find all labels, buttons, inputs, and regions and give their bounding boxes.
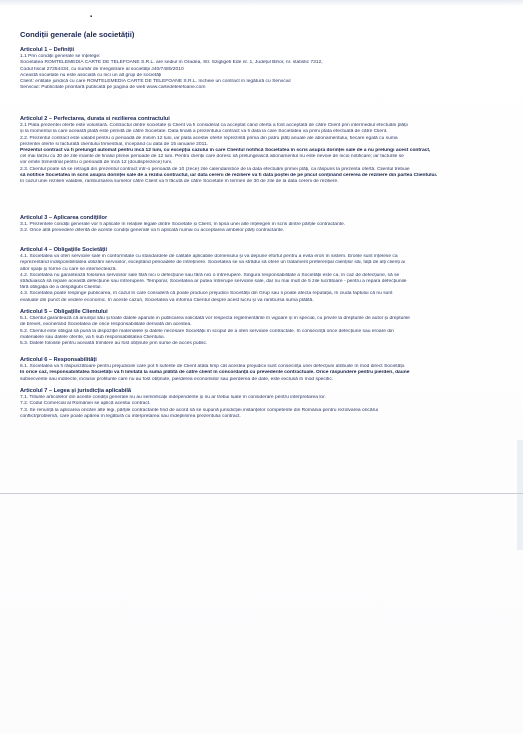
scan-right-margin (517, 440, 523, 550)
article-line: și la momentul la care această plată este primită de către Societate. Data finală a prezentului contract va fi data la care Societatea va primi plata efectuată de către Client. (20, 129, 388, 135)
article-line: altor spații și forme cu care se intersectează. (20, 266, 117, 272)
article-title: Articolul 1 – Definiții (20, 47, 75, 53)
article-line: 3.1. Prezentele condiții generale vor fi aplicate în relațiile legale dintre Societate și Client, în lipsa unei alte înțelegeri în scris dintre părțile contractante. (20, 222, 346, 228)
scan-mark: ▪ (90, 14, 93, 20)
article-line: 6.1. Societatea va fi răspunzătoare pentru prejudiciile care pot fi suferite de Client atâta timp cât acestea prejudicii sunt consecința unei defecțiuni atribuite în mod direct Societății. (20, 364, 406, 370)
article-7 (20, 388, 509, 420)
page-bottom-rule (0, 493, 523, 494)
article-title: Articolul 7 – Legea și jurisdicția aplicabilă (20, 388, 131, 394)
article-line: Serviciul: Publicitate prioritară publicată pe pagina de web www.cartedetelefoane.com (20, 85, 206, 91)
article-line: Această societate nu este asociată cu nici un alt grup de societăți (20, 72, 162, 78)
article-line: prezentei oferte si facturată clientului trimestrial, începând cu data de 15 ianuarie 2011. (20, 141, 209, 147)
article-title: Articolul 4 – Obligațiile Societății (20, 247, 108, 253)
article-line: 2.1 Plata prezentei oferte este voluntară. Contractul dintre societate și Client va fi considerat ca acceptat când oferta a fost acceptată de către Client prin intermediul efectuării plății (20, 123, 408, 129)
article-line: 7.2. Codul Comercial al României se aplică acestui contract. (20, 401, 151, 407)
article-title: Articolul 5 – Obligațiile Clientului (20, 309, 108, 315)
article-title: Articolul 3 – Aplicarea condițiilor (20, 215, 108, 221)
scan-top-edge (0, 0, 523, 6)
article-line: În orice caz, responsabilitatea Societății va fi limitată la suma plătită de către client în concordanță cu prevederile contractuale. Orice răspundere pentru pierderi, daune (20, 370, 410, 376)
article-line: 7.3. Se renunță la aplicarea oricăre alte legi, părțile contractante find de acord să se supună jurisdicției instanțelor competente din România pentru rezolvarea oricărui (20, 407, 379, 413)
article-line: Codul fiscal 27254434, cu număr de înregistrare al societății J40/7480/2010 (20, 66, 184, 72)
article-line: 5.3. Datele folosite pentru această trimitere au fost obținute prin surse de acces public. (20, 341, 208, 347)
article-line: 4.2. Societatea nu garantează folosirea serviciilor sale fără nici o defecțiune sau fără nici o întrerupere. Singura responsabilitate a Societății este ca, în caz de defecțiune, să se (20, 272, 400, 278)
article-line: 4.1. Societatea va oferi serviciile sale în conformitate cu standardele de calitate aplicabile domeniului și va depune efortul pentru a evita erori în sistem. Erorile sunt înțelese ca (20, 254, 398, 260)
article-2 (20, 116, 509, 185)
article-line: Client: entitate juridică cu care ROMTELEMEDIA CARTE DE TELEFOANE S.R.L. încheie un contract în legătură cu Serviciul (20, 79, 291, 85)
article-line: subsecvente sau indirecte, inclusiv profiturile care nu au fost obținute, pierderea economiilor sau pierderea de date, este exclusă în mod specific. (20, 376, 334, 382)
article-line: să notifice Societatea în scris asupra dorinței sale de a rezilia contractul, iar data cererii de reziliere va fi data poștei de pe plicul conținând cererea de reziliere din partea Clientului. (20, 172, 438, 178)
article-title: Articolul 2 – Perfectarea, durata si rezilierea contractului (20, 116, 170, 122)
article-line: evaluate din punct de vedere economic. În aceste cazuri, Societatea va informa Clientul despre acest lucru și va rambursa suma plătită. (20, 297, 314, 303)
article-title: Articolul 6 – Responsabilități (20, 357, 97, 363)
article-line: de brevet, exonerând Societatea de orice responsabilitate derivată din acestea. (20, 322, 192, 328)
article-line: În cazul unei rezilieri valabile, rambursarea sumelor către Client va fi făcută de către Societate în termen de 30 de zile de la data cererii de reziliere. (20, 179, 339, 185)
article-line: 2.2. Prezentul contract este valabil pentru o perioadă de minim 12 luni, iar plata acestei oferte reprezintă prima din patru plăți anuale ale abonamentului, fiecare egală cu suma (20, 135, 398, 141)
article-6 (20, 357, 509, 383)
article-line: 2.3. Clientul poate să se retragă din prezentul contract într-o perioadă de 10 (zece) zile calendaristice de la data efectuării primei plăți, ca răspuns la prezenta ofertă. Clientul trebuie (20, 166, 410, 172)
article-5 (20, 309, 509, 347)
article-line: 5.2. Clientul este obligat să pună la dispoziție materialele și datele necesare Societății în scopul de a oferi serviciile contractate. În consecință orice defecțiune sau eroare din (20, 328, 394, 334)
article-line: cel mai târziu cu 30 de zile înainte de finalul primei perioade de 12 luni. Pentru clienții care doresc să prelungească abonamentul nu este nevoie de nicio notificare; iar facturile se (20, 154, 404, 160)
article-line: reprezentând indisponibilitatea utilizării serviciilor, exceptând perioadele de întreținere. Societatea se va strădui să ofere un tratament preferențial clienților săi, față de alți clienți ai (20, 260, 405, 266)
document-title: Condiții generale (ale societății) (20, 30, 135, 39)
article-3 (20, 215, 509, 235)
article-line: fără obligația de a despăgubi Clientul. (20, 285, 102, 291)
article-line: 3.2. Orice altă prevedere diferită de aceste condiții generale va fi aplicată numai cu acceptarea ambelor părți contractante. (20, 228, 285, 234)
article-line: 1.1 Prin condiții generale se înțelege: (20, 54, 101, 60)
article-line: Prezentul contract va fi prelungit automat pentru încă 12 luni, cu excepția cazului în care Clientul notifică Societatea în scris asupra dorinței sale de a nu prelungi acest contract, (20, 148, 431, 154)
article-line: conflict/problemă, care poate apărea în legătură cu interpretarea sau îndeplinirea prezentului contract. (20, 413, 241, 419)
article-line: 5.1. Clientul garantează că anunțul său și toate datele aparute in publicarea solicitată vor respecta reglementările în vigoare și în special, cu privire la drepturile de autor și drepturile (20, 316, 410, 322)
article-line: Societatea ROMTELEMEDIA CARTE DE TELEFOANE S.R.L. are sediul în Oradea, Str. Szigligeti Ede nr. 1, Județul Bihor, nr. statistic 7312, (20, 60, 323, 66)
article-4 (20, 247, 509, 304)
article-line: materialele sau datele oferite, va fi sub responsabilitatea Clientului. (20, 334, 165, 340)
article-line: străduiască să repare această defecțiune sau întrerupere. Temporar, Societatea ar putea întrerupe serviciile sale, dar nu mai mult de 5 zile lucrătoare - pentru a repara defecțiunile (20, 279, 407, 285)
article-line: 7.1. Titlurile articolelor din aceste condiții generale nu au semnificații independente și nu ar trebui luate în considerare pentru interpretarea lor. (20, 395, 326, 401)
article-line: 4.3. Societatea poate respinge publicarea, în cazul în care consideră că poate produce prejudicii Societății din Grup sau îi poate afecta reputația, în ciuda faptului că nu sunt (20, 291, 393, 297)
article-line: vor emite trimestrial pentru o perioadă de încă 12 (douăsprezece) luni. (20, 160, 173, 166)
article-1 (20, 47, 509, 91)
